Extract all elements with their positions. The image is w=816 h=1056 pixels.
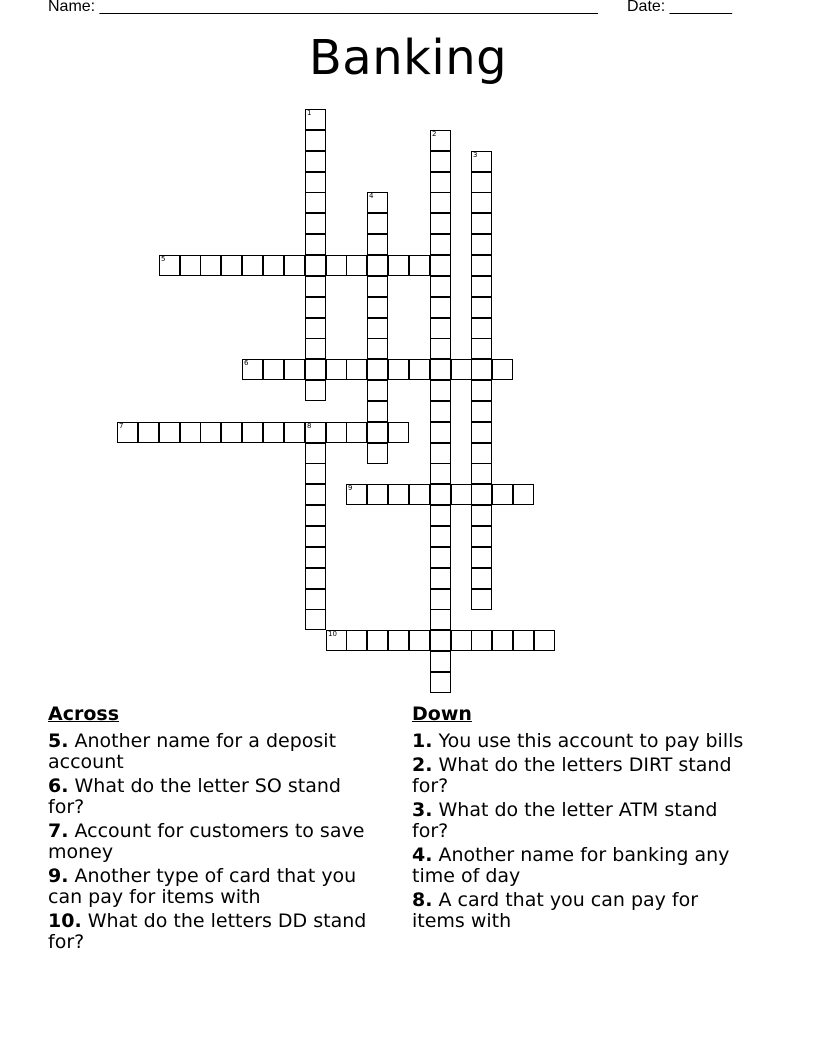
grid-cell[interactable]	[221, 422, 242, 443]
grid-cell[interactable]	[305, 234, 326, 255]
grid-cell[interactable]	[471, 463, 492, 484]
grid-cell[interactable]	[284, 422, 305, 443]
grid-cell[interactable]	[159, 255, 180, 276]
grid-cell[interactable]	[471, 484, 492, 505]
grid-cell[interactable]	[471, 422, 492, 443]
grid-cell[interactable]	[305, 151, 326, 172]
grid-cell[interactable]	[409, 484, 430, 505]
grid-cell[interactable]	[471, 318, 492, 339]
grid-cell[interactable]	[430, 547, 451, 568]
grid-cell[interactable]	[305, 172, 326, 193]
grid-cell[interactable]	[159, 422, 180, 443]
clue-number: 10.	[48, 910, 82, 932]
grid-cell[interactable]	[367, 484, 388, 505]
across-clues	[48, 702, 383, 956]
grid-cell[interactable]	[430, 463, 451, 484]
clue-number: 1.	[412, 730, 433, 752]
grid-cell[interactable]	[346, 484, 367, 505]
clue-number: 7	[119, 422, 124, 430]
grid-cell[interactable]	[305, 380, 326, 401]
grid-cell[interactable]	[305, 359, 326, 380]
clue-number: 5	[161, 255, 166, 263]
clue-number: 6.	[48, 775, 69, 797]
grid-cell[interactable]	[471, 589, 492, 610]
grid-cell[interactable]	[305, 422, 326, 443]
grid-cell[interactable]	[326, 422, 347, 443]
clue-number: 10	[328, 630, 337, 638]
clue-number: 9	[348, 484, 353, 492]
clue-item	[48, 731, 383, 773]
grid-cell[interactable]	[284, 359, 305, 380]
grid-cell[interactable]	[471, 192, 492, 213]
grid-cell[interactable]	[430, 255, 451, 276]
grid-cell[interactable]	[471, 234, 492, 255]
grid-cell[interactable]	[305, 109, 326, 130]
grid-cell[interactable]	[263, 255, 284, 276]
grid-cell[interactable]	[367, 443, 388, 464]
grid-cell[interactable]	[471, 443, 492, 464]
grid-cell[interactable]	[367, 401, 388, 422]
grid-cell[interactable]	[180, 422, 201, 443]
grid-cell[interactable]	[367, 234, 388, 255]
grid-cell[interactable]	[346, 422, 367, 443]
grid-cell[interactable]	[200, 255, 221, 276]
grid-cell[interactable]	[305, 213, 326, 234]
grid-cell[interactable]	[430, 505, 451, 526]
grid-cell[interactable]	[305, 463, 326, 484]
grid-cell[interactable]	[513, 484, 534, 505]
grid-cell[interactable]	[409, 255, 430, 276]
grid-cell[interactable]	[430, 484, 451, 505]
grid-cell[interactable]	[388, 422, 409, 443]
grid-cell[interactable]	[430, 213, 451, 234]
grid-cell[interactable]	[346, 630, 367, 651]
grid-cell[interactable]	[492, 484, 513, 505]
grid-cell[interactable]	[284, 255, 305, 276]
grid-cell[interactable]	[513, 630, 534, 651]
clue-text: Another type of card that you can pay for items with	[48, 865, 357, 908]
grid-cell[interactable]	[367, 318, 388, 339]
grid-cell[interactable]	[471, 630, 492, 651]
page-title: Banking	[308, 30, 508, 86]
clue-number: 8	[307, 422, 312, 430]
grid-cell[interactable]	[305, 547, 326, 568]
grid-cell[interactable]	[305, 338, 326, 359]
grid-cell[interactable]	[409, 630, 430, 651]
grid-cell[interactable]	[430, 401, 451, 422]
grid-cell[interactable]	[471, 568, 492, 589]
grid-cell[interactable]	[430, 443, 451, 464]
grid-cell[interactable]	[367, 255, 388, 276]
name-field[interactable]: Name: ________________________________________________________	[48, 0, 598, 15]
grid-cell[interactable]	[430, 151, 451, 172]
grid-cell[interactable]	[305, 609, 326, 630]
grid-cell[interactable]	[305, 526, 326, 547]
grid-cell[interactable]	[242, 422, 263, 443]
grid-cell[interactable]	[492, 630, 513, 651]
grid-cell[interactable]	[451, 484, 472, 505]
grid-cell[interactable]	[367, 338, 388, 359]
grid-cell[interactable]	[430, 422, 451, 443]
grid-cell[interactable]	[305, 297, 326, 318]
clue-item	[48, 821, 383, 863]
clue-number: 1	[307, 109, 312, 117]
grid-cell[interactable]	[367, 213, 388, 234]
grid-cell[interactable]	[471, 359, 492, 380]
grid-cell[interactable]	[471, 526, 492, 547]
grid-cell[interactable]	[430, 568, 451, 589]
clue-number: 6	[244, 359, 249, 367]
grid-cell[interactable]	[451, 359, 472, 380]
grid-cell[interactable]	[430, 234, 451, 255]
grid-cell[interactable]	[367, 192, 388, 213]
clue-number: 3.	[412, 799, 433, 821]
clue-number: 4	[369, 192, 374, 200]
grid-cell[interactable]	[180, 255, 201, 276]
clue-text: What do the letters DD stand for?	[48, 910, 367, 953]
grid-cell[interactable]	[471, 380, 492, 401]
grid-cell[interactable]	[430, 589, 451, 610]
grid-cell[interactable]	[388, 255, 409, 276]
clue-text: What do the letter ATM stand for?	[412, 799, 718, 842]
clue-text: You use this account to pay bills	[432, 730, 744, 752]
grid-cell[interactable]	[430, 297, 451, 318]
clue-item	[412, 890, 747, 932]
grid-cell[interactable]	[430, 526, 451, 547]
date-field[interactable]: Date: _______	[627, 0, 732, 15]
grid-cell[interactable]	[388, 484, 409, 505]
grid-cell[interactable]	[471, 401, 492, 422]
grid-cell[interactable]	[117, 422, 138, 443]
grid-cell[interactable]	[346, 255, 367, 276]
grid-cell[interactable]	[367, 276, 388, 297]
clue-item	[412, 731, 747, 752]
grid-cell[interactable]	[367, 297, 388, 318]
grid-cell[interactable]	[430, 672, 451, 693]
grid-cell[interactable]	[430, 192, 451, 213]
clue-item	[48, 911, 383, 953]
grid-cell[interactable]	[305, 255, 326, 276]
clue-number: 4.	[412, 844, 433, 866]
grid-cell[interactable]	[326, 359, 347, 380]
grid-cell[interactable]	[471, 276, 492, 297]
grid-cell[interactable]	[430, 276, 451, 297]
grid-cell[interactable]	[430, 380, 451, 401]
grid-cell[interactable]	[221, 255, 242, 276]
grid-cell[interactable]	[200, 422, 221, 443]
grid-cell[interactable]	[242, 255, 263, 276]
clue-text: What do the letter SO stand for?	[48, 775, 341, 818]
grid-cell[interactable]	[367, 359, 388, 380]
grid-cell[interactable]	[367, 380, 388, 401]
clue-text: A card that you can pay for items with	[412, 889, 699, 932]
clue-item	[48, 776, 383, 818]
down-clue-list	[412, 731, 747, 932]
grid-cell[interactable]	[430, 172, 451, 193]
grid-cell[interactable]	[471, 213, 492, 234]
grid-cell[interactable]	[471, 297, 492, 318]
clue-number: 2.	[412, 754, 433, 776]
clue-number: 9.	[48, 865, 69, 887]
grid-cell[interactable]	[430, 359, 451, 380]
grid-cell[interactable]	[367, 422, 388, 443]
grid-cell[interactable]	[305, 505, 326, 526]
grid-cell[interactable]	[305, 276, 326, 297]
grid-cell[interactable]	[305, 484, 326, 505]
across-heading: Across	[48, 703, 120, 725]
grid-cell[interactable]	[430, 130, 451, 151]
grid-cell[interactable]	[451, 630, 472, 651]
clue-number: 7.	[48, 820, 69, 842]
grid-cell[interactable]	[534, 630, 555, 651]
clue-text: Account for customers to save money	[48, 820, 365, 863]
grid-cell[interactable]	[388, 359, 409, 380]
grid-cell[interactable]	[326, 255, 347, 276]
clue-item	[412, 845, 747, 887]
down-heading: Down	[412, 703, 472, 725]
grid-cell[interactable]	[409, 359, 430, 380]
grid-cell[interactable]	[305, 192, 326, 213]
clue-text: Another name for a deposit account	[48, 730, 337, 773]
down-clues	[412, 702, 747, 935]
grid-cell[interactable]	[492, 359, 513, 380]
clue-number: 5.	[48, 730, 69, 752]
grid-cell[interactable]	[430, 609, 451, 630]
clue-number: 8.	[412, 889, 433, 911]
grid-cell[interactable]	[305, 568, 326, 589]
clue-item	[412, 755, 747, 797]
grid-cell[interactable]	[367, 630, 388, 651]
clue-number: 2	[432, 130, 437, 138]
grid-cell[interactable]	[138, 422, 159, 443]
grid-cell[interactable]	[305, 443, 326, 464]
grid-cell[interactable]	[305, 318, 326, 339]
clue-item	[48, 866, 383, 908]
grid-cell[interactable]	[305, 130, 326, 151]
grid-cell[interactable]	[430, 630, 451, 651]
clue-item	[412, 800, 747, 842]
grid-cell[interactable]	[471, 172, 492, 193]
grid-cell[interactable]	[263, 422, 284, 443]
clue-text: What do the letters DIRT stand for?	[412, 754, 732, 797]
grid-cell[interactable]	[242, 359, 263, 380]
grid-cell[interactable]	[471, 547, 492, 568]
grid-cell[interactable]	[430, 318, 451, 339]
grid-cell[interactable]	[326, 630, 347, 651]
grid-cell[interactable]	[430, 651, 451, 672]
clue-number: 3	[473, 151, 478, 159]
grid-cell[interactable]	[388, 630, 409, 651]
across-clue-list	[48, 731, 383, 953]
grid-cell[interactable]	[471, 338, 492, 359]
grid-cell[interactable]	[305, 589, 326, 610]
grid-cell[interactable]	[346, 359, 367, 380]
grid-cell[interactable]	[430, 338, 451, 359]
grid-cell[interactable]	[471, 255, 492, 276]
grid-cell[interactable]	[263, 359, 284, 380]
grid-cell[interactable]	[471, 505, 492, 526]
clue-text: Another name for banking any time of day	[412, 844, 730, 887]
grid-cell[interactable]	[471, 151, 492, 172]
